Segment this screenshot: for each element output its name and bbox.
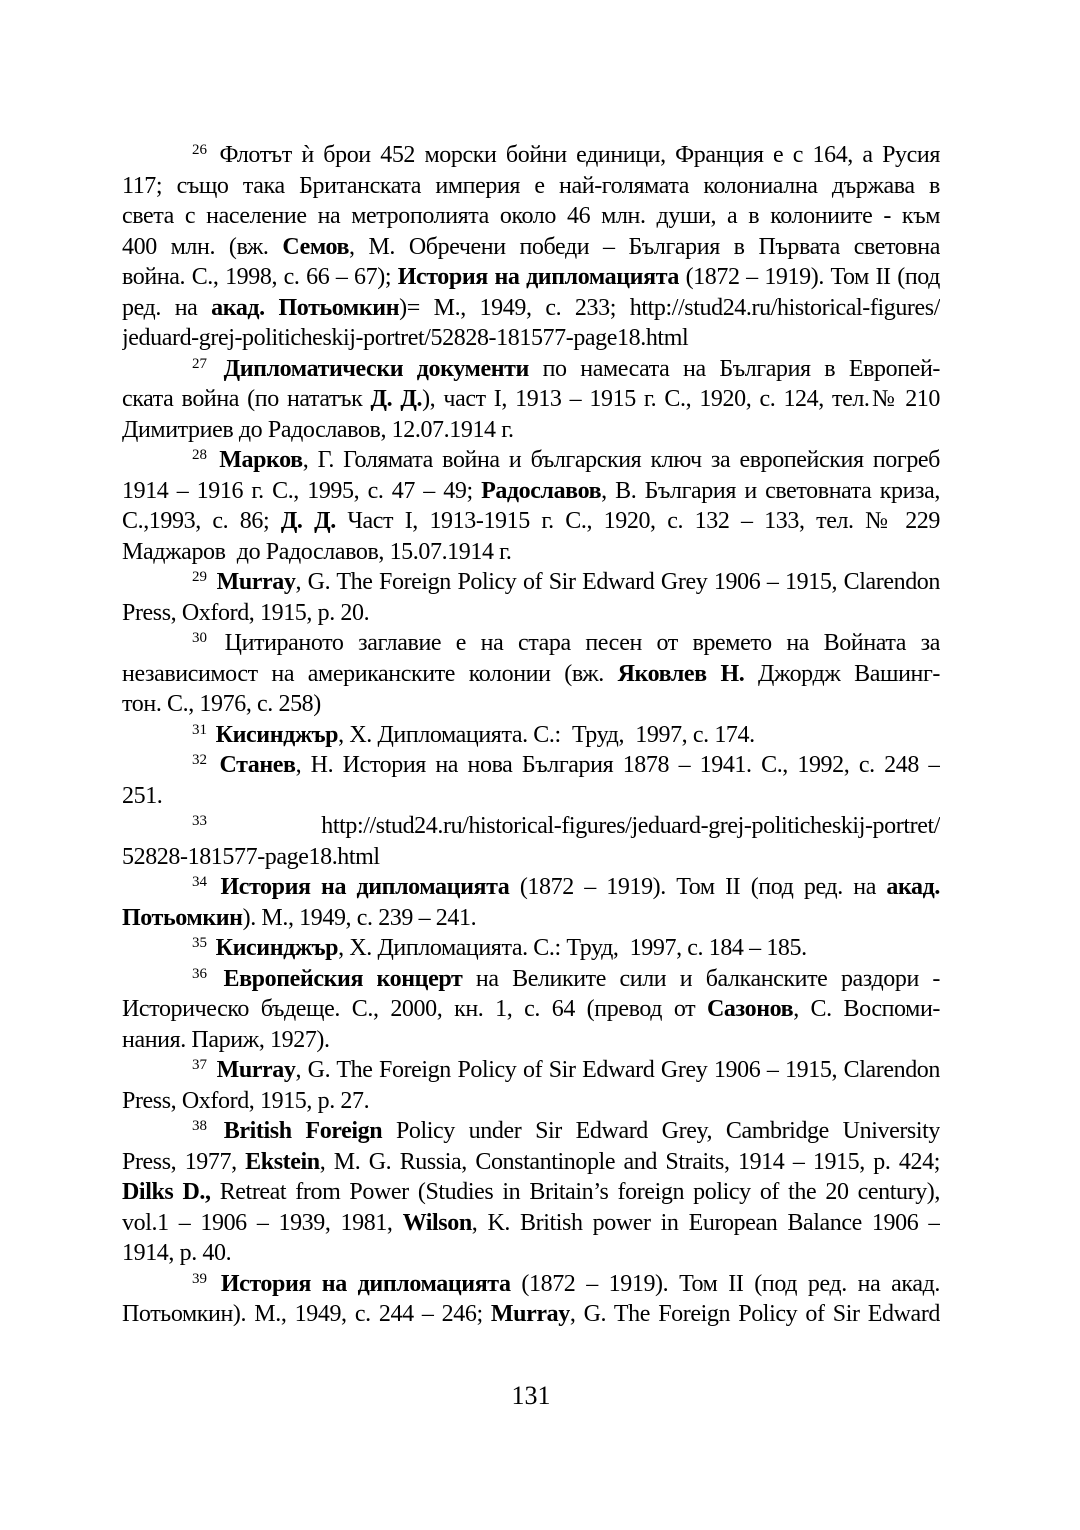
text-run: История на дипломацията [220, 1270, 511, 1297]
footnote-line [122, 598, 940, 629]
text-run: , М. Обречени победи – България в Първата световна [349, 233, 940, 260]
text-run: ). М., 1949, с. 239 – 241. [242, 904, 477, 931]
footnote-line [122, 506, 940, 537]
text-run: История на дипломацията [397, 264, 679, 290]
text-run: Дипломатически документи [223, 355, 529, 382]
footnote-marker: 32 [192, 752, 207, 768]
footnote-39 [122, 1269, 940, 1330]
footnote-line [122, 567, 940, 598]
text-run: 52828-181577-page18.html [122, 843, 380, 870]
footnote-line [122, 354, 940, 385]
footnote-line [122, 811, 940, 842]
text-run: Марков [219, 447, 303, 473]
text-run: История на дипломацията [220, 874, 510, 900]
text-run: акад. Потьомкин [211, 294, 400, 321]
text-run: Policy under Sir Edward Grey, Cambridge University [382, 1118, 940, 1144]
text-run: Д. Д. [370, 386, 423, 412]
text-run: Джордж Вашинг- [744, 660, 940, 687]
text-run: Флотът ѝ брои 452 морски бойни единици, Франция е с 164, а Русия [210, 142, 940, 168]
text-run: , Г. Голямата война и българския ключ за европейския погреб [302, 447, 940, 473]
text-run: 1914 – 1916 г. С., 1995, с. 47 – 49; [122, 477, 482, 504]
text-run: 400 млн. (вж. [122, 233, 283, 260]
text-run: , Х. Дипломацията. С.: Труд, 1997, с. 174. [338, 721, 755, 748]
text-run: (1872 – 1919). Том II (под [678, 264, 940, 290]
text-run: ската война (по нататък [122, 386, 371, 412]
footnote-line [122, 445, 940, 476]
footnote-28 [122, 445, 940, 567]
text-run: British Foreign [223, 1118, 383, 1144]
text-run [210, 447, 219, 473]
text-run: )= М., 1949, с. 233; http://stud24.ru/historical-figures/ [399, 294, 940, 321]
text-run: акад. [886, 874, 940, 900]
footnote-line [122, 659, 940, 690]
text-run: vol.1 – 1906 – 1939, 1981, [122, 1209, 403, 1236]
footnote-line [122, 1269, 940, 1300]
footnote-marker: 35 [192, 935, 207, 951]
text-run: на Великите сили и балканските раздори - [462, 965, 940, 992]
text-run: Press, Oxford, 1915, p. 20. [122, 599, 370, 626]
footnote-marker: 38 [192, 1118, 207, 1134]
text-run: Част I, 1913-1915 г. С., 1920, с. 132 – 133, тел. № 229 [335, 508, 940, 534]
footnote-line [122, 323, 940, 354]
text-run: света с население на метрополията около 46 млн. души, а в колониите - към [122, 203, 940, 229]
text-run: Семов [282, 233, 350, 260]
footnote-27 [122, 354, 940, 446]
footnote-line [122, 1208, 940, 1239]
text-run: тон. С., 1976, с. 258) [122, 691, 321, 717]
text-run: Ekstein [245, 1148, 320, 1175]
footnote-line [122, 1299, 940, 1330]
footnote-30 [122, 628, 940, 720]
footnote-line [122, 171, 940, 202]
footnote-32 [122, 750, 940, 811]
text-run: Murray [490, 1301, 570, 1327]
footnote-marker: 34 [192, 874, 207, 890]
text-run: Цитираното заглавие е на стара песен от времето на Войната за [210, 630, 940, 656]
text-run: , Н. История на нова България 1878 – 1941. С., 1992, с. 248 – [295, 752, 940, 778]
text-run: С.,1993, с. 86; [122, 508, 281, 534]
text-run: Кисинджър [215, 721, 339, 748]
text-run: Димитриев до Радославов, 12.07.1914 г. [122, 416, 514, 443]
footnote-line [122, 750, 940, 781]
text-run [210, 1118, 224, 1144]
footnote-line [122, 964, 940, 995]
text-run: , G. The Foreign Policy of Sir Edward Grey 1906 – 1915, Clarendon [295, 569, 940, 595]
footnote-36 [122, 964, 940, 1056]
footnote-marker: 27 [192, 355, 207, 372]
footnote-marker: 37 [192, 1057, 207, 1073]
footnote-marker: 30 [192, 630, 207, 646]
footnote-35 [122, 933, 940, 964]
footnote-line [122, 232, 940, 263]
footnote-line [122, 872, 940, 903]
footnote-line [122, 1025, 940, 1056]
text-run: (1872 – 1919). Том II (под ред. на [509, 874, 887, 900]
text-run: , С. Воспоми- [793, 996, 940, 1022]
text-run: независимост на американските колонии (вж. [122, 660, 618, 687]
footnote-line [122, 476, 940, 507]
text-run: Яковлев Н. [617, 660, 745, 687]
text-run [210, 1271, 221, 1297]
footnote-26 [122, 140, 940, 354]
text-run: , K. British power in European Balance 1906 – [471, 1209, 940, 1236]
text-run: нания. Париж, 1927). [122, 1026, 330, 1053]
footnote-marker: 39 [192, 1270, 207, 1287]
footnote-line [122, 842, 940, 873]
text-run: Потьомкин). М., 1949, с. 244 – 246; [122, 1301, 491, 1327]
footnote-marker: 33 [192, 813, 207, 829]
footnote-line [122, 537, 940, 568]
text-run: ), част I, 1913 – 1915 г. С., 1920, с. 124, тел.№ 210 [422, 386, 940, 412]
text-run: Murray [216, 1057, 296, 1083]
footnote-line [122, 1055, 940, 1086]
page-number: 131 [511, 1381, 551, 1410]
text-run: 1914, p. 40. [122, 1240, 232, 1266]
text-run: , G. The Foreign Policy of Sir Edward Grey 1906 – 1915, Clarendon [295, 1057, 940, 1083]
footnote-line [122, 781, 940, 812]
footnote-31 [122, 720, 940, 751]
text-run [210, 874, 220, 900]
footnote-line [122, 689, 940, 720]
text-run: 251. [122, 782, 163, 809]
text-run [210, 356, 224, 382]
text-run: jeduard-grej-politicheskij-portret/52828-181577-page18.html [122, 325, 689, 351]
text-run: Потьомкин [122, 904, 243, 931]
text-run: Кисинджър [215, 935, 339, 961]
footnote-line [122, 1116, 940, 1147]
text-run: по намесата на България в Европей- [528, 355, 940, 382]
text-run: Станев [219, 752, 296, 778]
text-run: Dilks D., [122, 1179, 211, 1205]
text-run: Press, 1977, [122, 1148, 246, 1175]
footnote-38 [122, 1116, 940, 1269]
text-run: Press, Oxford, 1915, p. 27. [122, 1087, 370, 1114]
footnote-line [122, 903, 940, 934]
footnote-29 [122, 567, 940, 628]
footnote-marker: 36 [192, 965, 207, 982]
text-run: , В. България и световната криза, [601, 477, 940, 504]
footnote-33 [122, 811, 940, 872]
text-run: , M. G. Russia, Constantinople and Straits, 1914 – 1915, p. 424; [319, 1148, 940, 1175]
text-run: ред. на [122, 294, 212, 321]
footnote-line [122, 1147, 940, 1178]
text-run: http://stud24.ru/historical-figures/jeduard-grej-politicheskij-portret/ [210, 813, 940, 839]
footnote-37 [122, 1055, 940, 1116]
footnote-marker: 29 [192, 569, 207, 585]
text-run [210, 966, 224, 992]
footnote-marker: 31 [192, 721, 207, 738]
text-run: Retreat from Power (Studies in Britain’s foreign policy of the 20 century), [210, 1179, 940, 1205]
footnote-line [122, 293, 940, 324]
text-run: Европейския концерт [223, 965, 463, 992]
footnote-marker: 26 [192, 142, 207, 158]
footnote-line [122, 933, 940, 964]
footnote-34 [122, 872, 940, 933]
text-run: , G. The Foreign Policy of Sir Edward [569, 1301, 940, 1327]
text-run: Murray [216, 569, 296, 595]
footnote-line [122, 415, 940, 446]
text-run: , Х. Дипломацията. С.: Труд, 1997, с. 184 – 185. [338, 935, 807, 961]
text-run: (1872 – 1919). Том II (под ред. на акад. [510, 1270, 940, 1297]
text-run: Wilson [402, 1209, 472, 1236]
footnote-line [122, 1086, 940, 1117]
footnote-line [122, 994, 940, 1025]
footnote-line [122, 262, 940, 293]
text-run: Сазонов [706, 996, 794, 1022]
text-run: 117; също така Британската империя е най-голямата колониална държава в [122, 172, 940, 199]
text-run: Д. Д. [280, 508, 336, 534]
text-run: Радославов [481, 477, 602, 504]
text-run: Историческо бъдеще. С., 2000, кн. 1, с. 64 (превод от [122, 996, 707, 1022]
footnote-line [122, 720, 940, 751]
text-run [210, 569, 217, 595]
text-run: война. С., 1998, с. 66 – 67); [122, 264, 398, 290]
text-run: Маджаров до Радославов, 15.07.1914 г. [122, 538, 512, 565]
footnotes-block [122, 140, 940, 1330]
footnote-line [122, 384, 940, 415]
text-run [210, 1057, 217, 1083]
footnote-marker: 28 [192, 447, 207, 463]
footnote-line [122, 201, 940, 232]
footnote-line [122, 1238, 940, 1269]
footnote-line [122, 628, 940, 659]
footnote-line [122, 140, 940, 171]
footnote-line [122, 1177, 940, 1208]
